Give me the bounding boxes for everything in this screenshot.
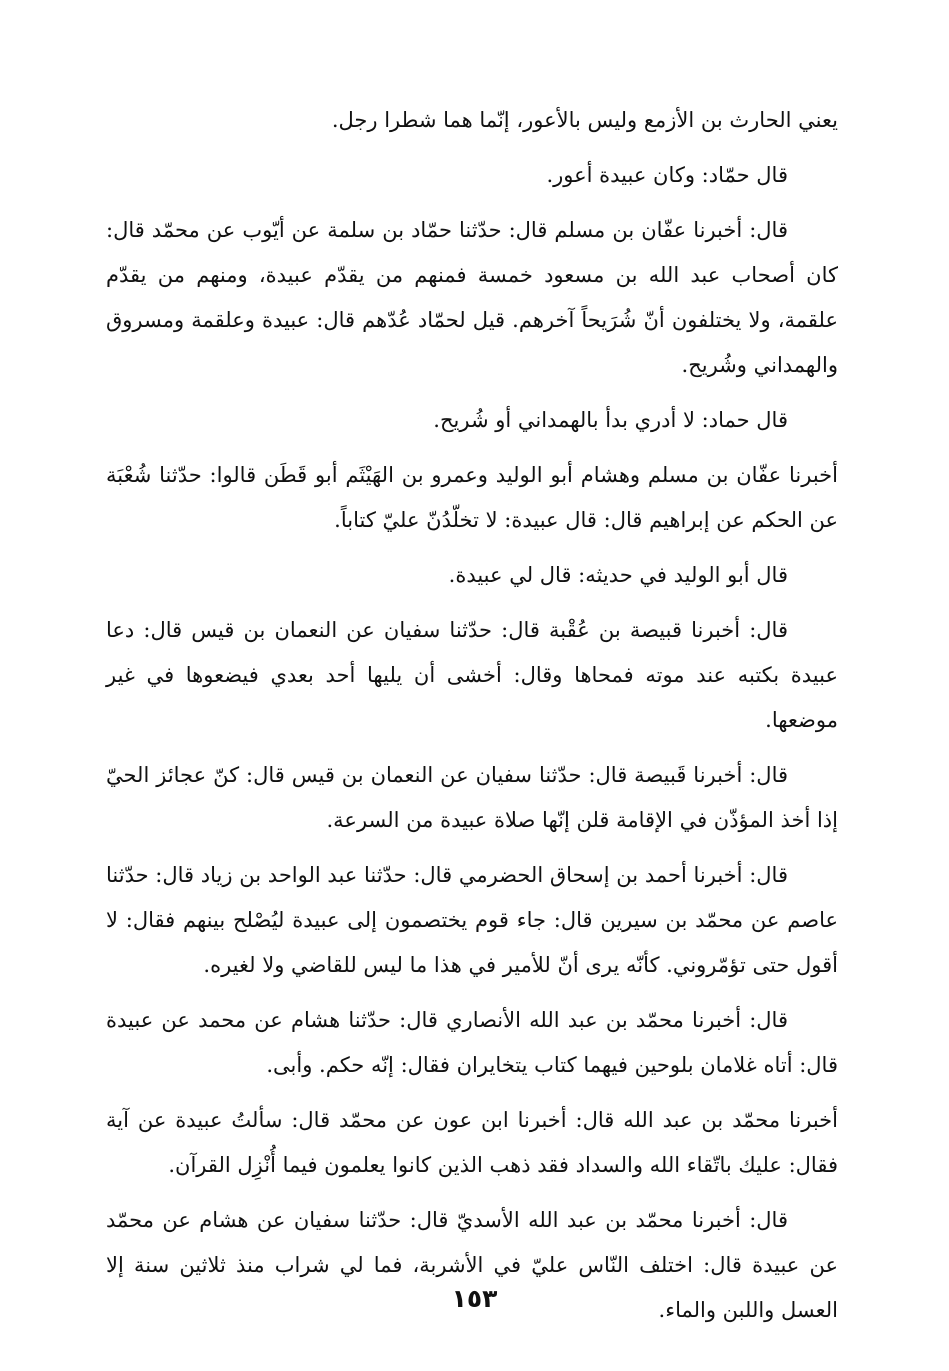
paragraph-12: قال: أخبرنا محمّد بن عبد الله الأسديّ قال: حدّثنا سفيان عن هشام عن محمّد عن عبيدة قال: اختلف النّاس عليّ في الأشربة، فما لي شراب منذ ثلاثين سنة إلا العسل واللبن والماء.: [106, 1208, 838, 1322]
paragraph-3: قال: أخبرنا عفّان بن مسلم قال: حدّثنا حمّاد بن سلمة عن أيّوب عن محمّد قال: كان أصحاب عبد الله بن مسعود خمسة فمنهم من يقدّم عبيدة، ومنهم من يقدّم علقمة، ولا يختلفون أنّ شُرَيحاً آخرهم. قيل لحمّاد عُدّهم قال: عبيدة وعلقمة ومسروق والهمداني وشُريح.: [106, 218, 838, 377]
paragraph-4: قال حماد: لا أدري بدأ بالهمداني أو شُريح.: [433, 408, 788, 432]
paragraph-1: يعني الحارث بن الأزمع وليس بالأعور، إنّما هما شطرا رجل.: [331, 108, 838, 132]
paragraph-11: أخبرنا محمّد بن عبد الله قال: أخبرنا ابن عون عن محمّد قال: سألتُ عبيدة عن آية فقال: عليك باتّقاء الله والسداد فقد ذهب الذين كانوا يعلمون فيما أُنْزِل القرآن.: [106, 1108, 838, 1177]
paragraph-10: قال: أخبرنا محمّد بن عبد الله الأنصاري قال: حدّثنا هشام عن محمد عن عبيدة قال: أتاه غلامان بلوحين فيهما كتاب يتخايران فقال: إنّه حكم. وأبى.: [106, 1008, 838, 1077]
paragraph-7: قال: أخبرنا قبيصة بن عُقْبة قال: حدّثنا سفيان عن النعمان بن قيس قال: دعا عبيدة بكتبه عند موته فمحاها وقال: أخشى أن يليها أحد بعدي فيضعوها في غير موضعها.: [106, 618, 838, 732]
paragraph-5: أخبرنا عفّان بن مسلم وهشام أبو الوليد وعمرو بن الهَيْثَم أبو قَطَن قالوا: حدّثنا شُعْبَة عن الحكم عن إبراهيم قال: قال عبيدة: لا تخلّدُنّ عليّ كتاباً.: [106, 463, 838, 532]
paragraph-8: قال: أخبرنا قَبيصة قال: حدّثنا سفيان عن النعمان بن قيس قال: كنّ عجائز الحيّ إذا أخذ المؤذّن في الإقامة قلن إنّها صلاة عبيدة من السرعة.: [106, 763, 838, 832]
page-body-text: [106, 98, 838, 1343]
paragraph-6: قال أبو الوليد في حديثه: قال لي عبيدة.: [448, 563, 788, 587]
paragraph-9: قال: أخبرنا أحمد بن إسحاق الحضرمي قال: حدّثنا عبد الواحد بن زياد قال: حدّثنا عاصم عن محمّد بن سيرين قال: جاء قوم يختصمون إلى عبيدة ليُصْلح بينهم فقال: لا أقول حتى تؤمّروني. كأنّه يرى أنّ للأمير في هذا ما ليس للقاضي ولا لغيره.: [106, 863, 838, 977]
page-number: ١٥٣: [451, 1284, 498, 1313]
paragraph-2: قال حمّاد: وكان عبيدة أعور.: [546, 163, 788, 187]
